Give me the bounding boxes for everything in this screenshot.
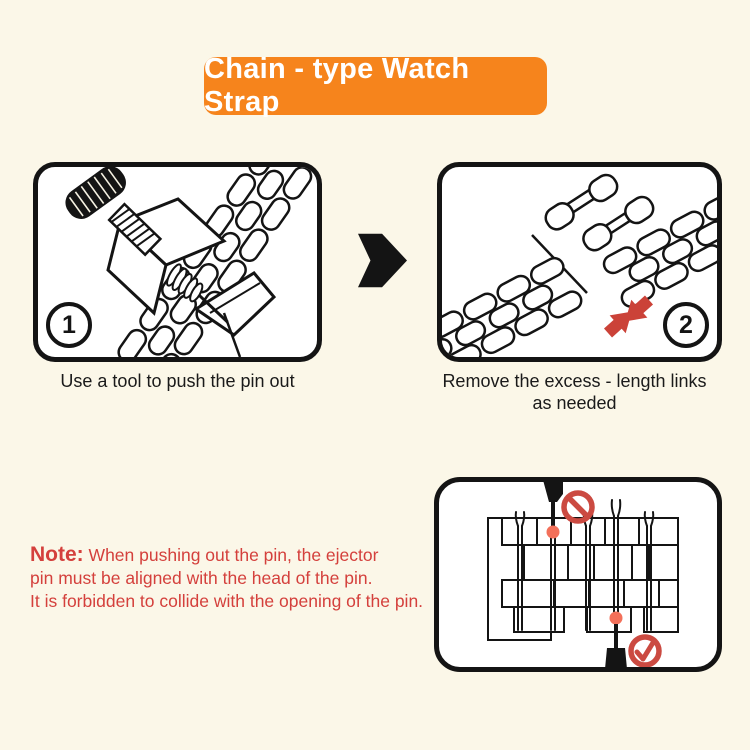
step-2-badge — [663, 302, 709, 348]
contact-dot-right — [610, 612, 623, 625]
band-segment-left — [442, 255, 584, 357]
step-2-number: 2 — [679, 310, 693, 339]
note-label: Note: — [30, 543, 84, 566]
ejector-tool-top — [543, 482, 563, 530]
note-line-2: pin must be aligned with the head of the pin. — [30, 568, 373, 588]
prohibition-icon — [564, 493, 592, 521]
page-title: Chain - type Watch Strap — [204, 53, 470, 118]
contact-dot-wrong — [547, 526, 560, 539]
chevron-arrow-icon — [358, 233, 407, 288]
step-1-caption: Use a tool to push the pin out — [60, 371, 295, 391]
note-line-1: Note: When pushing out the pin, the ejector — [30, 543, 379, 566]
note-block — [30, 543, 460, 613]
ejector-tool-bottom — [605, 624, 627, 667]
pin-alignment-illustration — [439, 482, 717, 667]
title-banner — [204, 53, 547, 118]
step-1-number: 1 — [62, 310, 76, 339]
band-segment-right — [601, 173, 717, 310]
split-pin-1 — [516, 512, 525, 630]
step-2-panel — [437, 162, 722, 362]
bracelet-cross-section — [488, 518, 678, 640]
step-2-caption: Remove the excess - length links as needed — [442, 371, 707, 413]
step-1-badge — [46, 302, 92, 348]
step-1-panel — [33, 162, 322, 362]
check-icon — [631, 637, 659, 665]
split-pin-4 — [612, 500, 621, 612]
note-line-3: It is forbidden to collide with the opening of the pin. — [30, 591, 424, 611]
pin-alignment-detail-panel — [434, 477, 722, 672]
